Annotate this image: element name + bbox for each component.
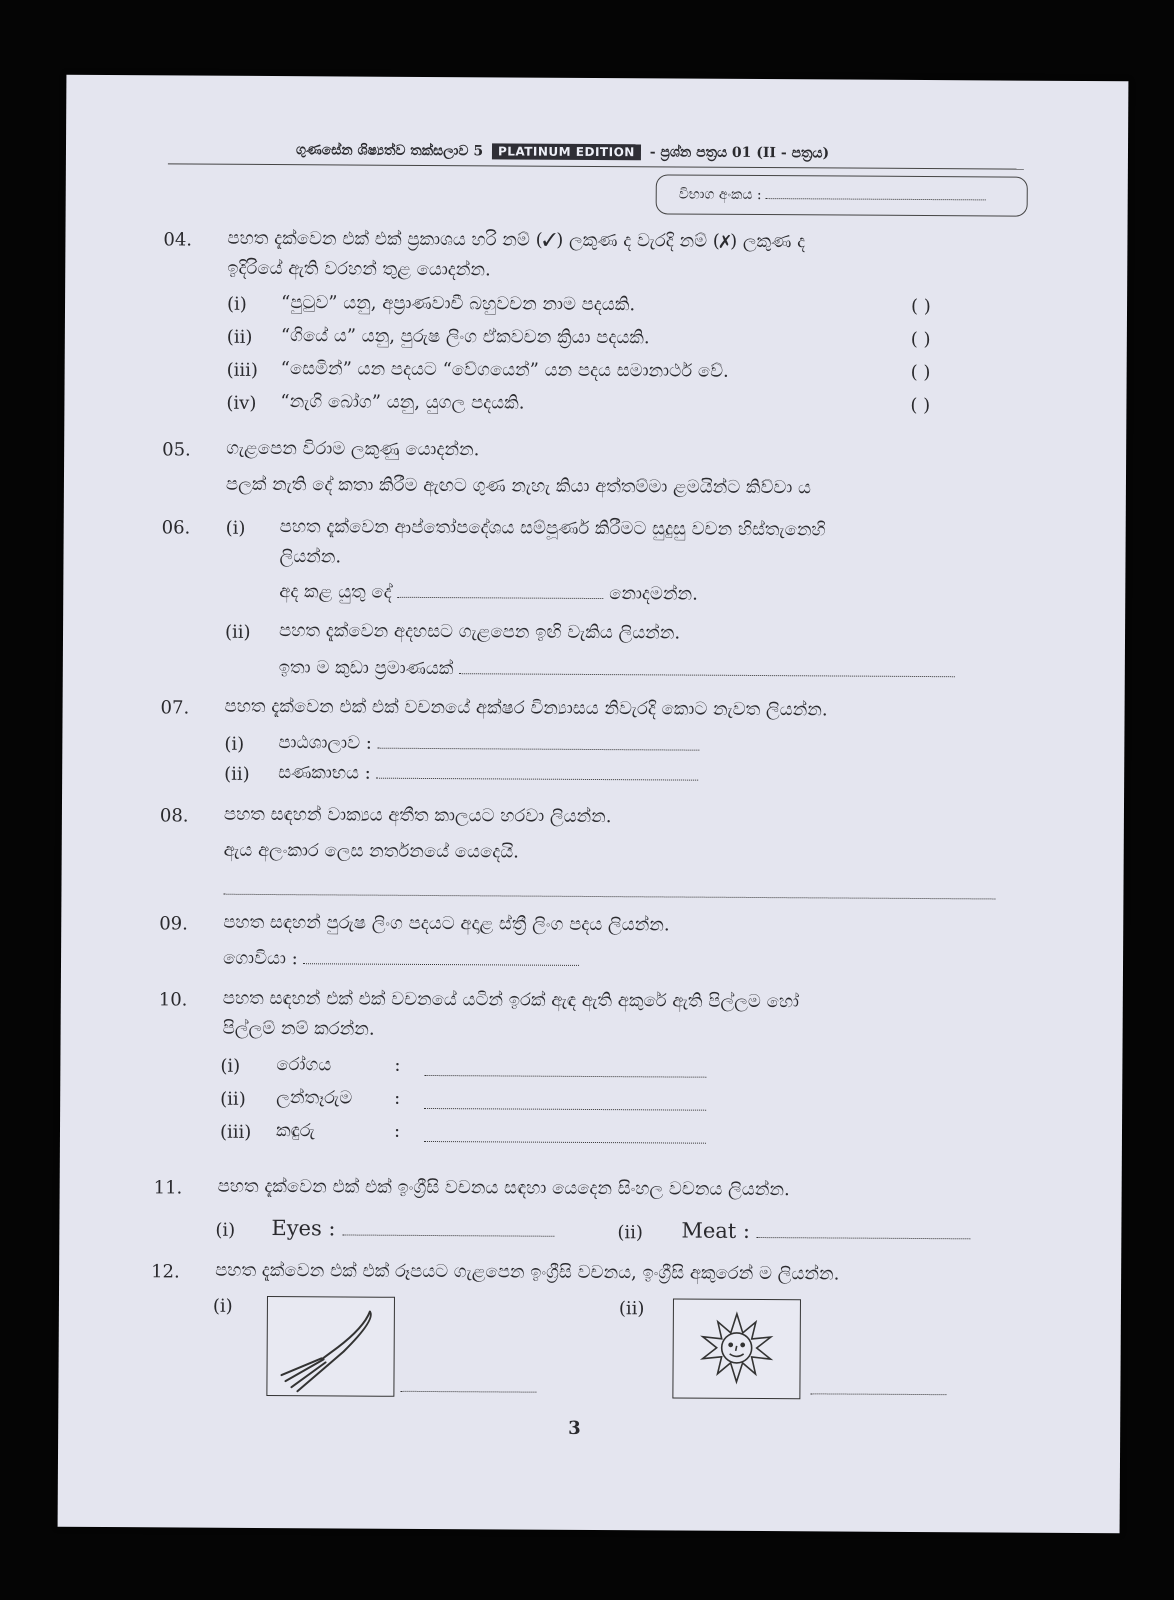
q05-number: 05. <box>162 439 191 461</box>
page-number: 3 <box>568 1417 581 1439</box>
q04-item-text: “පුටුව” යනු, අප්‍රාණවාචී බහුවචන නාම පදයකි. <box>280 292 636 316</box>
edition-badge: PLATINUM EDITION <box>492 143 641 160</box>
answer-blank[interactable] <box>342 1234 554 1236</box>
q06-number: 06. <box>161 517 191 539</box>
index-label: විභාග අංකය : <box>679 187 986 205</box>
q04-item-text: “නැගි බෝග” යනු, යුගල පදයකි. <box>280 391 525 414</box>
exam-paper <box>58 75 1129 1533</box>
q08-number: 08. <box>159 805 189 827</box>
paper-header <box>296 142 829 161</box>
q10-word: කඳුරු <box>275 1120 315 1142</box>
header-rule <box>168 163 1024 169</box>
q10-colon: : <box>393 1120 401 1142</box>
fork-icon <box>266 1296 395 1397</box>
q07-item-line: සණකාභය : <box>278 762 698 786</box>
q11-i-line: Eyes : <box>271 1216 554 1242</box>
q12-i-label: (i) <box>212 1295 233 1317</box>
q06-ii-label: (ii) <box>224 621 251 643</box>
answer-blank[interactable] <box>303 963 579 966</box>
q06-i-label: (i) <box>225 517 246 539</box>
q10-text: පිල්ලම් නම් කරන්න. <box>222 1017 375 1040</box>
q09-number: 09. <box>159 913 188 935</box>
q10-item-label: (ii) <box>220 1088 246 1110</box>
q06-ii-fill-line: ඉතා ම කුඩා ප්‍රමාණයක් <box>279 657 955 682</box>
q04-text: පහත දැක්වෙන එක් එක් ප්‍රකාශය හරි නම් (✓) ලකුණ ද වැරදි නම් (✗) ලකුණ ද <box>227 227 806 253</box>
q11-i-label: (i) <box>215 1219 236 1241</box>
q04-answer-bracket[interactable]: ( ) <box>910 328 931 351</box>
answer-blank[interactable] <box>424 1094 706 1115</box>
q04-answer-bracket[interactable]: ( ) <box>910 361 931 384</box>
answer-blank[interactable] <box>424 1061 706 1082</box>
q11-ii-label: (ii) <box>617 1222 644 1244</box>
q04-item-label: (i) <box>226 293 247 315</box>
header-title: ගුණසේන ශිෂ්‍යත්ව තක්සලාව 5 <box>295 142 484 160</box>
q06-i-fill-line: අද කළ යුතු දේ නොදමන්න. <box>279 581 698 605</box>
q04-text: ඉදිරියේ ඇති වරහන් තුළ යොදන්න. <box>227 257 491 281</box>
q07-text: පහත දැක්වෙන එක් එක් වචනයේ අක්ෂර වින්‍යාසය නිවැරදි කොට නැවත ලියන්න. <box>224 695 828 721</box>
index-number-box <box>656 174 1028 216</box>
q11-text: පහත දැක්වෙන එක් එක් ඉංග්‍රීසි වචනය සඳහා යෙදෙන සිංහල වචනය ලියන්න. <box>217 1175 790 1201</box>
q10-colon: : <box>394 1054 401 1076</box>
q10-item-label: (iii) <box>219 1121 252 1143</box>
q12-ii-label: (ii) <box>618 1298 645 1320</box>
q04-item-label: (iv) <box>226 392 257 414</box>
q07-item-line: පාඨශාලාව : <box>278 732 699 756</box>
q12-number: 12. <box>151 1261 180 1283</box>
answer-blank[interactable] <box>424 1127 706 1148</box>
q10-word: රෝගය <box>276 1054 332 1076</box>
answer-blank[interactable] <box>459 673 955 677</box>
q06-i-text: ලියන්න. <box>279 546 342 568</box>
q10-word: ලන්තෑරුම <box>276 1087 353 1109</box>
answer-blank[interactable] <box>397 597 603 599</box>
q07-number: 07. <box>160 697 190 719</box>
q09-answer-line: ගොවියා : <box>223 948 580 971</box>
answer-blank[interactable] <box>378 748 700 751</box>
answer-blank[interactable] <box>376 778 698 781</box>
q04-answer-bracket[interactable]: ( ) <box>910 295 931 318</box>
q07-item-label: (ii) <box>224 763 250 785</box>
q08-text: පහත සඳහන් වාක්‍යය අතීත කාලයට හරවා ලියන්න. <box>223 803 612 828</box>
q04-item-text: “ගියේ ය” යනු, පුරුෂ ලිංග ඒකවචන ක්‍රියා පදයකි. <box>280 325 650 349</box>
q04-item-label: (iii) <box>226 359 259 381</box>
q12-text: පහත දැක්වෙන එක් එක් රූපයට ගැළපෙන ඉංග්‍රීසි වචනය, ඉංග්‍රීසි අකුරෙන් ම ලියන්න. <box>215 1259 840 1285</box>
q05-text: ගැළපෙන විරාම ලකුණු යොදන්න. <box>226 437 480 461</box>
q10-text: පහත සඳහන් එක් එක් වචනයේ යටින් ඉරක් ඇඳ ඇති අකුරේ ඇති පිල්ලම හෝ <box>222 987 800 1013</box>
answer-blank[interactable] <box>810 1379 946 1399</box>
q05-sentence: පලක් නැති දේ කතා කිරීම ඇඟට ගුණ නැහැ කියා අත්තම්මා ළමයින්ට කිව්වා ය <box>225 473 812 499</box>
answer-blank[interactable] <box>223 880 995 904</box>
q10-colon: : <box>394 1087 401 1109</box>
q06-i-text: පහත දැක්වෙන ආප්තෝපදේශය සම්පූර්ණ කිරීමට සුදුසු වචන හිස්තැනෙහි <box>279 516 826 541</box>
q11-number: 11. <box>153 1177 183 1199</box>
sun-icon <box>672 1298 801 1399</box>
q09-text: පහත සඳහන් පුරුෂ ලිංග පදයට අදාළ ස්ත්‍රී ලිංග පදය ලියන්න. <box>223 911 670 936</box>
answer-blank[interactable] <box>757 1237 971 1239</box>
q04-number: 04. <box>163 229 193 251</box>
q10-number: 10. <box>158 989 188 1011</box>
answer-blank[interactable] <box>400 1377 536 1397</box>
q10-item-label: (i) <box>220 1055 241 1077</box>
q07-item-label: (i) <box>224 733 245 755</box>
header-paper: - ප්‍රශ්න පත්‍රය 01 (II - පත්‍රය) <box>649 144 830 162</box>
q04-item-label: (ii) <box>226 326 253 348</box>
q04-item-text: “සෙමින්” යන පදයට “වේගයෙන්” යන පදය සමානාර්ථ වේ. <box>280 358 729 382</box>
q04-answer-bracket[interactable]: ( ) <box>910 394 931 417</box>
q11-ii-line: Meat : <box>681 1219 970 1245</box>
q08-sentence: ඇය අලංකාර ලෙස නර්තනයේ යෙදෙයි. <box>223 839 520 863</box>
q06-ii-text: පහත දැක්වෙන අදහසට ගැළපෙන ඉඟි වැකිය ලියන්න. <box>278 620 681 644</box>
